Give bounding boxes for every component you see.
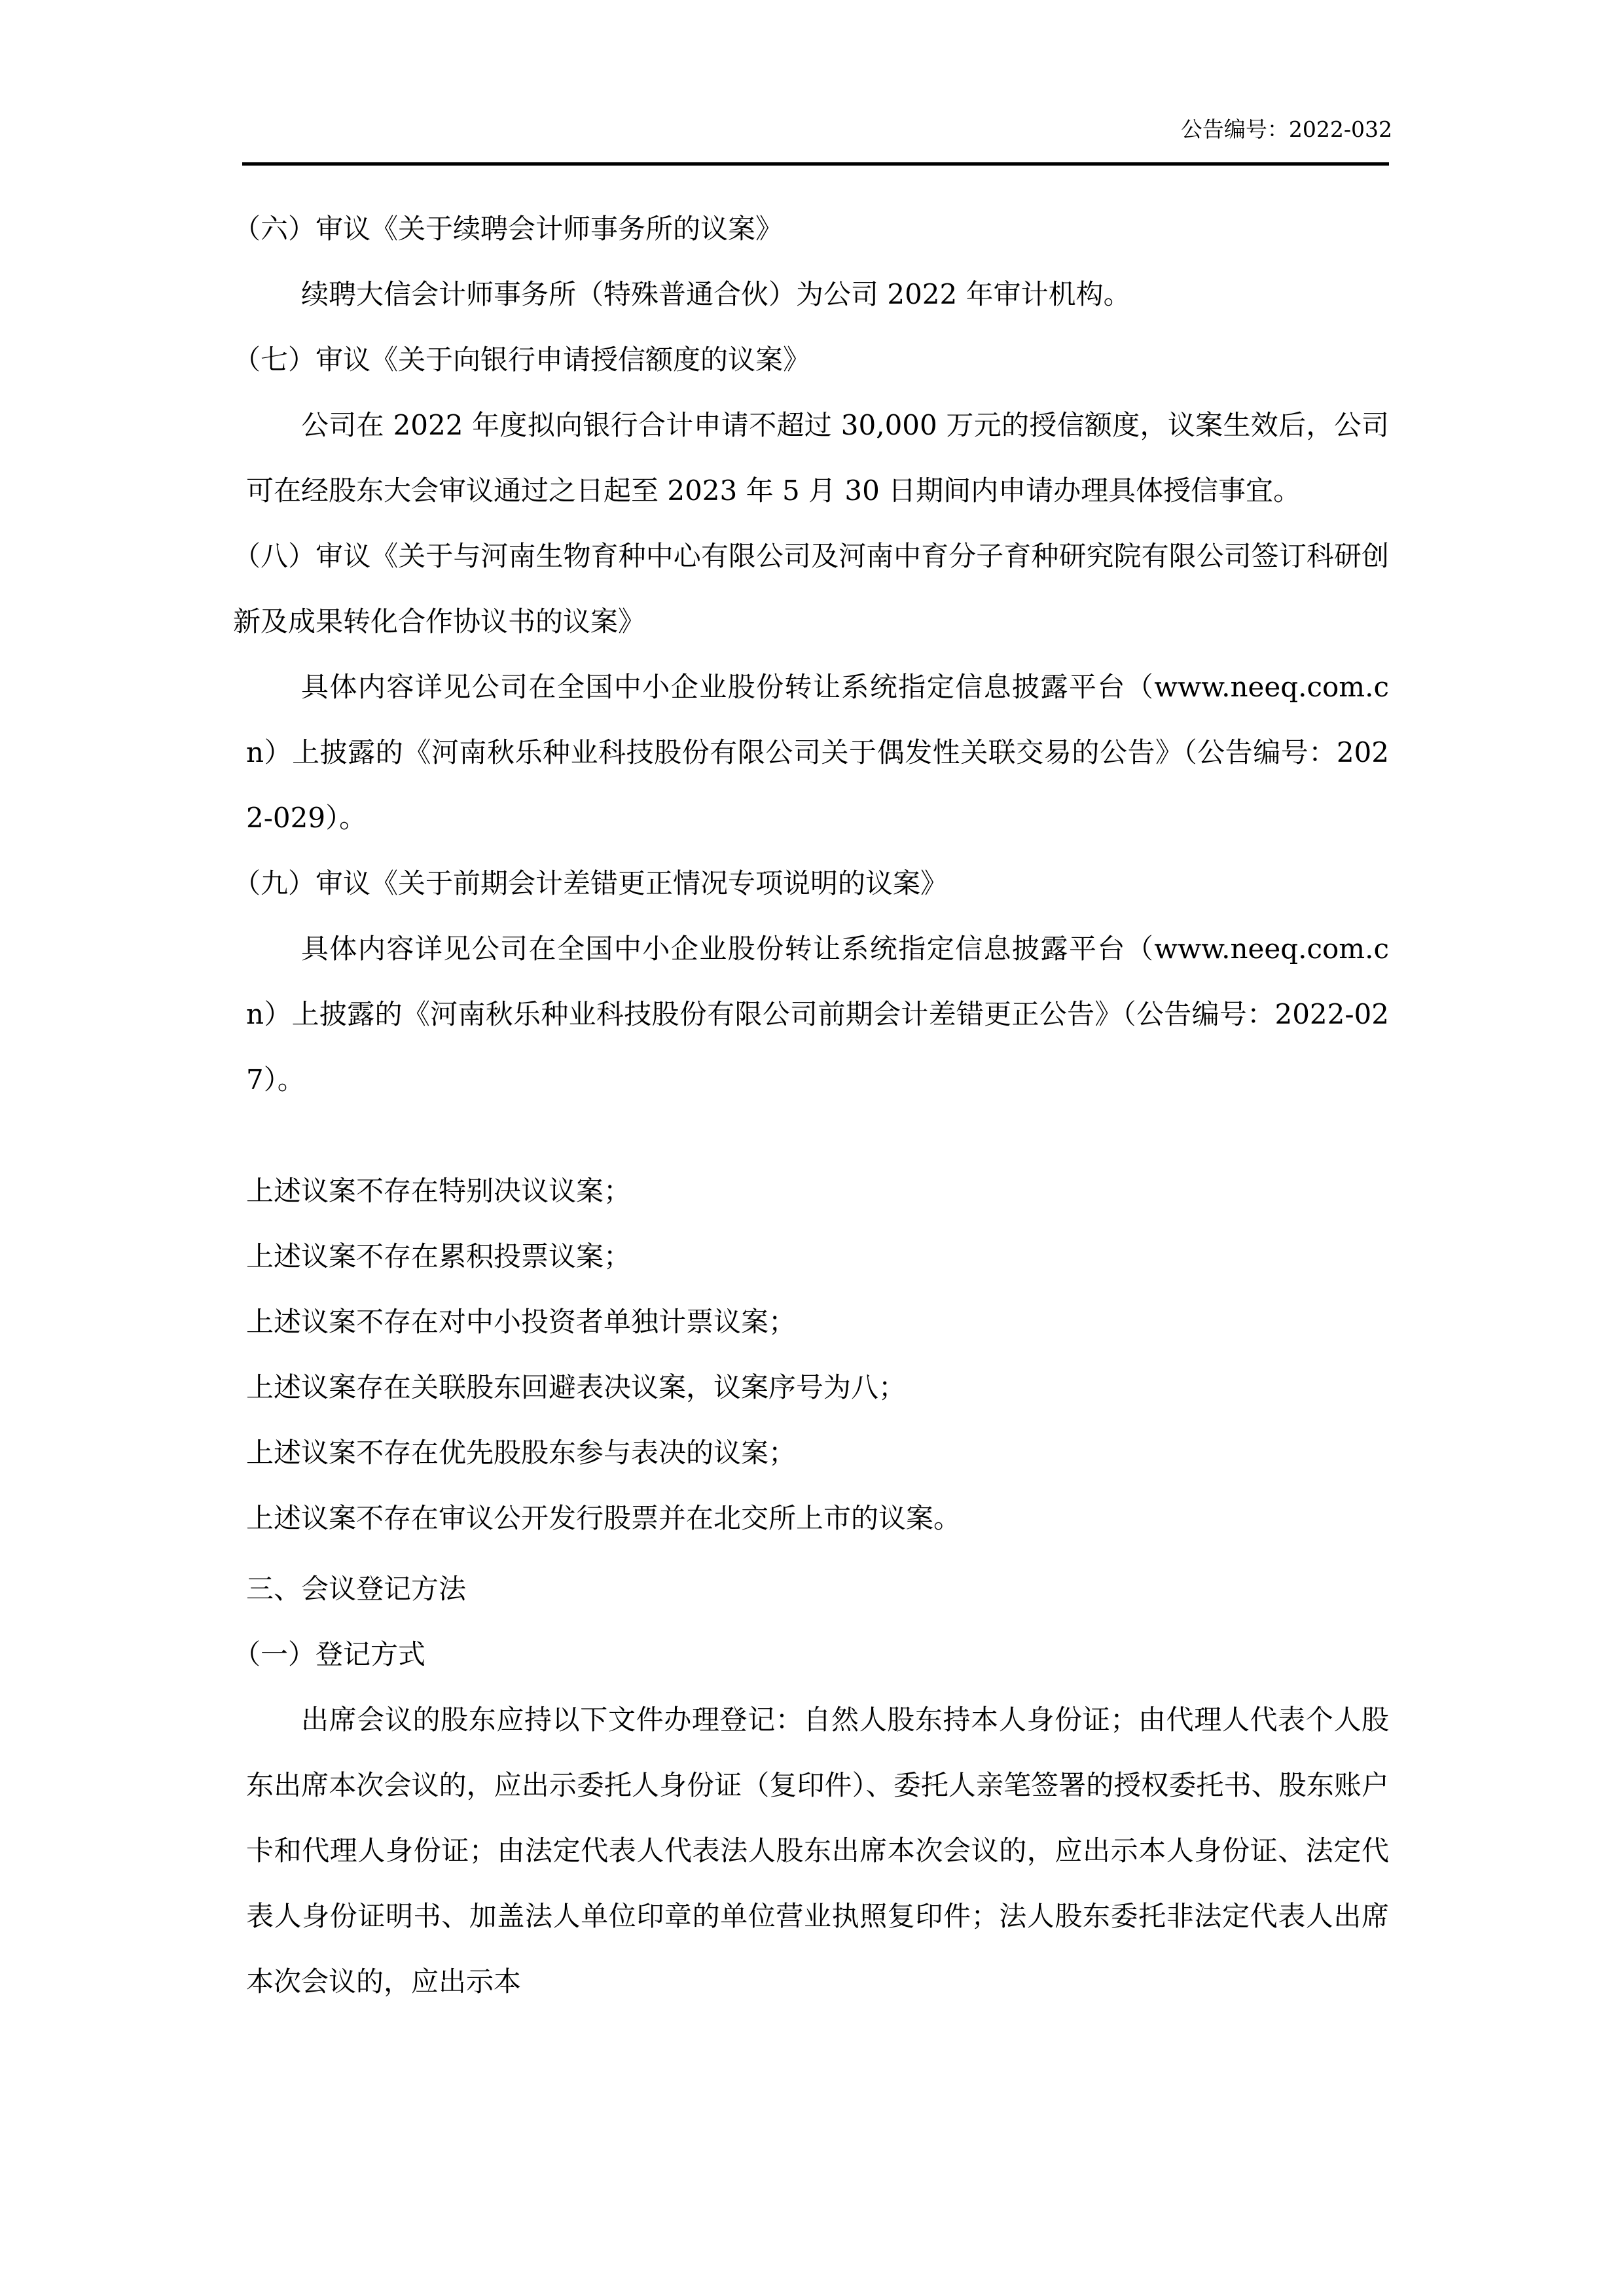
statement-line: 上述议案不存在对中小投资者单独计票议案； bbox=[246, 1306, 797, 1338]
item-nine-title: （九）审议《关于前期会计差错更正情况专项说明的议案》 bbox=[233, 867, 948, 899]
item-eight-body: 具体内容详见公司在全国中小企业股份转让系统指定信息披露平台（www.neeq.com.cn）上披露的《河南秋乐种业科技股份有限公司关于偶发性关联交易的公告》（公告编号：2022-029）。 bbox=[246, 671, 1389, 834]
statement-line: 上述议案不存在特别决议议案； bbox=[246, 1175, 632, 1207]
statement-line: 上述议案不存在优先股股东参与表决的议案； bbox=[246, 1437, 797, 1469]
header-divider bbox=[242, 162, 1389, 166]
notice-number: 公告编号：2022-032 bbox=[1180, 117, 1392, 142]
document-body bbox=[233, 196, 1389, 2015]
item-eight-title: （八）审议《关于与河南生物育种中心有限公司及河南中育分子育种研究院有限公司签订科研创新及成果转化合作协议书的议案》 bbox=[233, 540, 1389, 637]
statement-line: 上述议案不存在审议公开发行股票并在北交所上市的议案。 bbox=[246, 1502, 962, 1534]
item-seven-title: （七）审议《关于向银行申请授信额度的议案》 bbox=[233, 344, 811, 376]
section-heading: 三、会议登记方法 bbox=[246, 1573, 467, 1605]
spacer bbox=[246, 1113, 1389, 1158]
item-six-body: 续聘大信会计师事务所（特殊普通合伙）为公司 2022 年审计机构。 bbox=[301, 278, 1131, 310]
subsection-title: （一）登记方式 bbox=[233, 1638, 426, 1670]
spacer bbox=[246, 1551, 1389, 1556]
statement-line: 上述议案存在关联股东回避表决议案，议案序号为八； bbox=[246, 1371, 907, 1403]
item-nine-body: 具体内容详见公司在全国中小企业股份转让系统指定信息披露平台（www.neeq.com.cn）上披露的《河南秋乐种业科技股份有限公司前期会计差错更正公告》（公告编号：2022-027）。 bbox=[246, 933, 1389, 1096]
item-seven-body: 公司在 2022 年度拟向银行合计申请不超过 30,000 万元的授信额度，议案生效后，公司可在经股东大会审议通过之日起至 2023 年 5 月 30 日期间内申请办理具体授信事宜。 bbox=[246, 409, 1389, 507]
item-six-title: （六）审议《关于续聘会计师事务所的议案》 bbox=[233, 213, 784, 245]
statement-line: 上述议案不存在累积投票议案； bbox=[246, 1240, 632, 1272]
subsection-body: 出席会议的股东应持以下文件办理登记：自然人股东持本人身份证；由代理人代表个人股东出席本次会议的，应出示委托人身份证（复印件）、委托人亲笔签署的授权委托书、股东账户卡和代理人身份证；由法定代表人代表法人股东出席本次会议的，应出示本人身份证、法定代表人身份证明书、加盖法人单位印章的单位营业执照复印件；法人股东委托非法定代表人出席本次会议的，应出示本 bbox=[246, 1704, 1389, 1998]
